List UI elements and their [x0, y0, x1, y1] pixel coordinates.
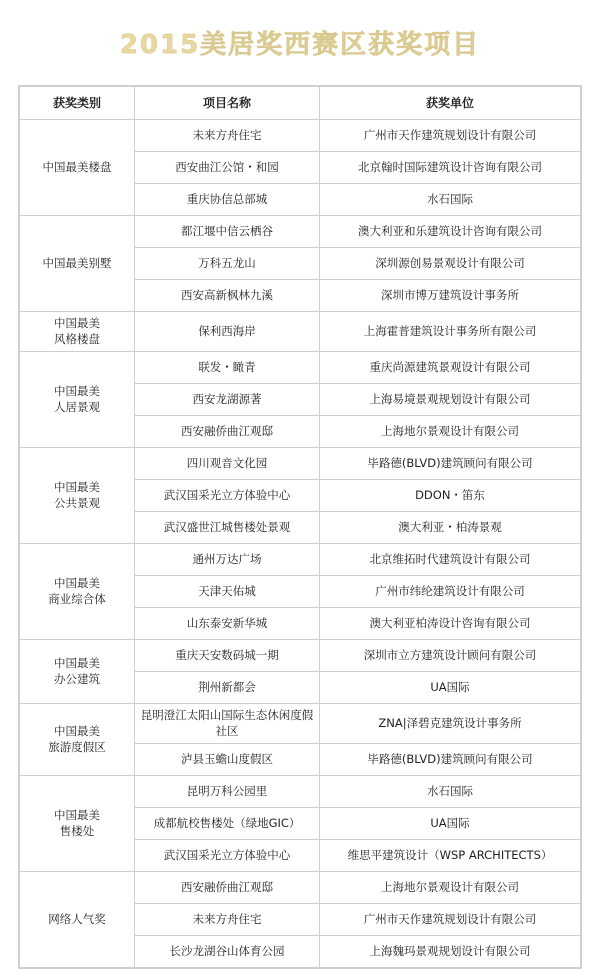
project-name-cell: 重庆协信总部城	[135, 184, 320, 216]
award-org-cell: 澳大利亚・柏涛景观	[320, 512, 581, 544]
award-org-cell: 上海地尔景观设计有限公司	[320, 872, 581, 904]
project-name-cell: 成都航校售楼处（绿地GIC）	[135, 808, 320, 840]
project-name-cell: 通州万达广场	[135, 544, 320, 576]
award-org-cell: UA国际	[320, 808, 581, 840]
project-name-cell: 山东泰安新华城	[135, 608, 320, 640]
award-org-cell: UA国际	[320, 672, 581, 704]
column-header-2: 获奖单位	[320, 87, 581, 120]
award-org-cell: 广州市天作建筑规划设计有限公司	[320, 904, 581, 936]
award-table	[19, 86, 581, 968]
award-org-cell: 澳大利亚和乐建筑设计咨询有限公司	[320, 216, 581, 248]
award-category-cell: 中国最美 商业综合体	[20, 544, 135, 640]
award-org-cell: 维思平建筑设计（WSP ARCHITECTS）	[320, 840, 581, 872]
table-row	[20, 352, 581, 384]
project-name-cell: 西安融侨曲江观邸	[135, 872, 320, 904]
award-category-cell: 中国最美 售楼处	[20, 776, 135, 872]
project-name-cell: 武汉国采光立方体验中心	[135, 480, 320, 512]
project-name-cell: 西安龙湖源著	[135, 384, 320, 416]
award-org-cell: 上海地尔景观设计有限公司	[320, 416, 581, 448]
award-org-cell: 毕路德(BLVD)建筑顾问有限公司	[320, 448, 581, 480]
project-name-cell: 武汉国采光立方体验中心	[135, 840, 320, 872]
award-category-cell: 中国最美 人居景观	[20, 352, 135, 448]
award-org-cell: 深圳市博万建筑设计事务所	[320, 280, 581, 312]
award-org-cell: 水石国际	[320, 776, 581, 808]
project-name-cell: 四川观音文化园	[135, 448, 320, 480]
award-category-cell: 中国最美 旅游度假区	[20, 704, 135, 776]
table-row	[20, 216, 581, 248]
award-org-cell: 深圳市立方建筑设计顾问有限公司	[320, 640, 581, 672]
award-category-cell: 中国最美 风格楼盘	[20, 312, 135, 352]
award-org-cell: 毕路德(BLVD)建筑顾问有限公司	[320, 744, 581, 776]
project-name-cell: 天津天佑城	[135, 576, 320, 608]
award-category-cell: 中国最美 办公建筑	[20, 640, 135, 704]
column-header-0: 获奖类别	[20, 87, 135, 120]
award-org-cell: 广州市天作建筑规划设计有限公司	[320, 120, 581, 152]
award-category-cell: 中国最美别墅	[20, 216, 135, 312]
project-name-cell: 西安高新枫林九溪	[135, 280, 320, 312]
award-category-cell: 中国最美楼盘	[20, 120, 135, 216]
project-name-cell: 泸县玉蟾山度假区	[135, 744, 320, 776]
table-row	[20, 120, 581, 152]
table-row	[20, 312, 581, 352]
column-header-1: 项目名称	[135, 87, 320, 120]
project-name-cell: 重庆天安数码城一期	[135, 640, 320, 672]
award-org-cell: 广州市纬纶建筑设计有限公司	[320, 576, 581, 608]
award-org-cell: 上海易境景观规划设计有限公司	[320, 384, 581, 416]
table-row	[20, 872, 581, 904]
project-name-cell: 昆明澄江太阳山国际生态休闲度假社区	[135, 704, 320, 744]
table-row	[20, 704, 581, 744]
award-org-cell: 上海霍普建筑设计事务所有限公司	[320, 312, 581, 352]
table-row	[20, 448, 581, 480]
award-org-cell: 北京翰时国际建筑设计咨询有限公司	[320, 152, 581, 184]
award-org-cell: 北京维拓时代建筑设计有限公司	[320, 544, 581, 576]
project-name-cell: 联发・瞰青	[135, 352, 320, 384]
project-name-cell: 万科五龙山	[135, 248, 320, 280]
award-org-cell: 重庆尚源建筑景观设计有限公司	[320, 352, 581, 384]
table-header-row	[20, 87, 581, 120]
page-title: 2015美居奖西赛区获奖项目	[119, 30, 481, 60]
project-name-cell: 武汉盛世江城售楼处景观	[135, 512, 320, 544]
award-category-cell: 中国最美 公共景观	[20, 448, 135, 544]
project-name-cell: 未来方舟住宅	[135, 904, 320, 936]
project-name-cell: 保利西海岸	[135, 312, 320, 352]
table-row	[20, 544, 581, 576]
award-category-cell: 网络人气奖	[20, 872, 135, 968]
award-org-cell: DDON・笛东	[320, 480, 581, 512]
table-row	[20, 640, 581, 672]
award-org-cell: 上海魏玛景观规划设计有限公司	[320, 936, 581, 968]
project-name-cell: 长沙龙湖谷山体育公园	[135, 936, 320, 968]
project-name-cell: 荆州新都会	[135, 672, 320, 704]
project-name-cell: 昆明万科公园里	[135, 776, 320, 808]
project-name-cell: 西安融侨曲江观邸	[135, 416, 320, 448]
project-name-cell: 西安曲江公馆・和园	[135, 152, 320, 184]
award-org-cell: 水石国际	[320, 184, 581, 216]
award-org-cell: ZNA|泽碧克建筑设计事务所	[320, 704, 581, 744]
project-name-cell: 都江堰中信云栖谷	[135, 216, 320, 248]
award-table-container	[18, 85, 582, 969]
award-org-cell: 深圳源创易景观设计有限公司	[320, 248, 581, 280]
table-row	[20, 776, 581, 808]
award-org-cell: 澳大利亚柏涛设计咨询有限公司	[320, 608, 581, 640]
project-name-cell: 未来方舟住宅	[135, 120, 320, 152]
